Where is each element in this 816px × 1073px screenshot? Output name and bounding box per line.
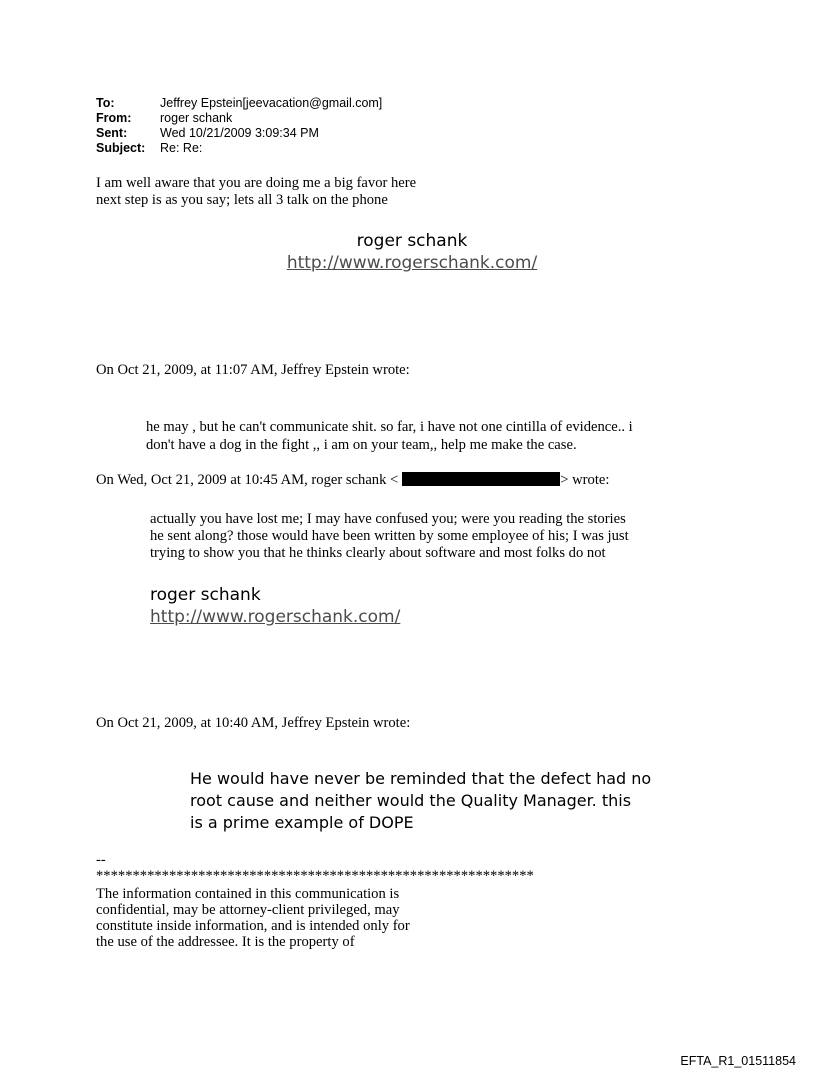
subject-label: Subject: (96, 141, 146, 155)
header-sent-row (96, 126, 382, 141)
disclaimer-stars: ************************************************************ (96, 868, 534, 884)
quote-1-line-1: he may , but he can't communicate shit. so far, i have not one cintilla of evidence.. i (146, 419, 633, 435)
quote-3-line-3: is a prime example of DOPE (190, 813, 414, 832)
email-header (96, 96, 382, 156)
quote-3-attribution: On Oct 21, 2009, at 10:40 AM, Jeffrey Epstein wrote: (96, 715, 411, 731)
document-id: EFTA_R1_01511854 (680, 1054, 796, 1068)
header-from-row (96, 111, 382, 126)
to-value: Jeffrey Epstein[jeevacation@gmail.com] (160, 96, 383, 110)
sent-label: Sent: (96, 126, 128, 140)
signature-name: roger schank (356, 231, 468, 251)
disclaimer-line-3: constitute inside information, and is intended only for (96, 918, 410, 934)
reply-body (96, 175, 416, 209)
signature-2 (150, 584, 400, 628)
signature-1 (0, 230, 816, 274)
quote-2-attribution-end: > wrote: (560, 472, 610, 488)
reply-line-2: next step is as you say; lets all 3 talk on the phone (96, 192, 388, 208)
quote-2-attribution (96, 472, 609, 489)
to-label: To: (96, 96, 115, 110)
quote-2-attribution-start: On Wed, Oct 21, 2009 at 10:45 AM, roger schank < (96, 472, 399, 488)
quote-2-line-2: he sent along? those would have been written by some employee of his; I was just (150, 528, 629, 544)
quote-2-body (150, 511, 629, 562)
sent-value: Wed 10/21/2009 3:09:34 PM (160, 126, 319, 140)
from-value: roger schank (160, 111, 233, 125)
signature-link[interactable]: http://www.rogerschank.com/ (286, 253, 538, 273)
quote-3-line-2: root cause and neither would the Quality Manager. this (190, 791, 632, 810)
disclaimer-line-2: confidential, may be attorney-client privileged, may (96, 902, 400, 918)
subject-value: Re: Re: (160, 141, 203, 155)
disclaimer-line-4: the use of the addressee. It is the property of (96, 934, 355, 950)
disclaimer-line-1: The information contained in this communication is (96, 886, 400, 902)
disclaimer-dashes: -- (96, 852, 106, 868)
header-to-row (96, 96, 382, 111)
quote-3-body (190, 768, 651, 834)
quote-2-line-1: actually you have lost me; I may have confused you; were you reading the stories (150, 511, 626, 527)
reply-line-1: I am well aware that you are doing me a big favor here (96, 175, 417, 191)
quote-1-body (146, 418, 633, 454)
quote-2-line-3: trying to show you that he thinks clearly about software and most folks do not (150, 545, 606, 561)
header-subject-row (96, 141, 382, 156)
signature-name: roger schank (150, 585, 261, 605)
quote-3-line-1: He would have never be reminded that the defect had no (190, 769, 652, 788)
quote-1-line-2: don't have a dog in the fight ,, i am on your team,, help me make the case. (146, 437, 577, 453)
from-label: From: (96, 111, 132, 125)
quote-1-attribution: On Oct 21, 2009, at 11:07 AM, Jeffrey Epstein wrote: (96, 362, 410, 378)
disclaimer (96, 852, 534, 950)
signature-link[interactable]: http://www.rogerschank.com/ (150, 607, 401, 627)
redaction-box (402, 472, 560, 486)
